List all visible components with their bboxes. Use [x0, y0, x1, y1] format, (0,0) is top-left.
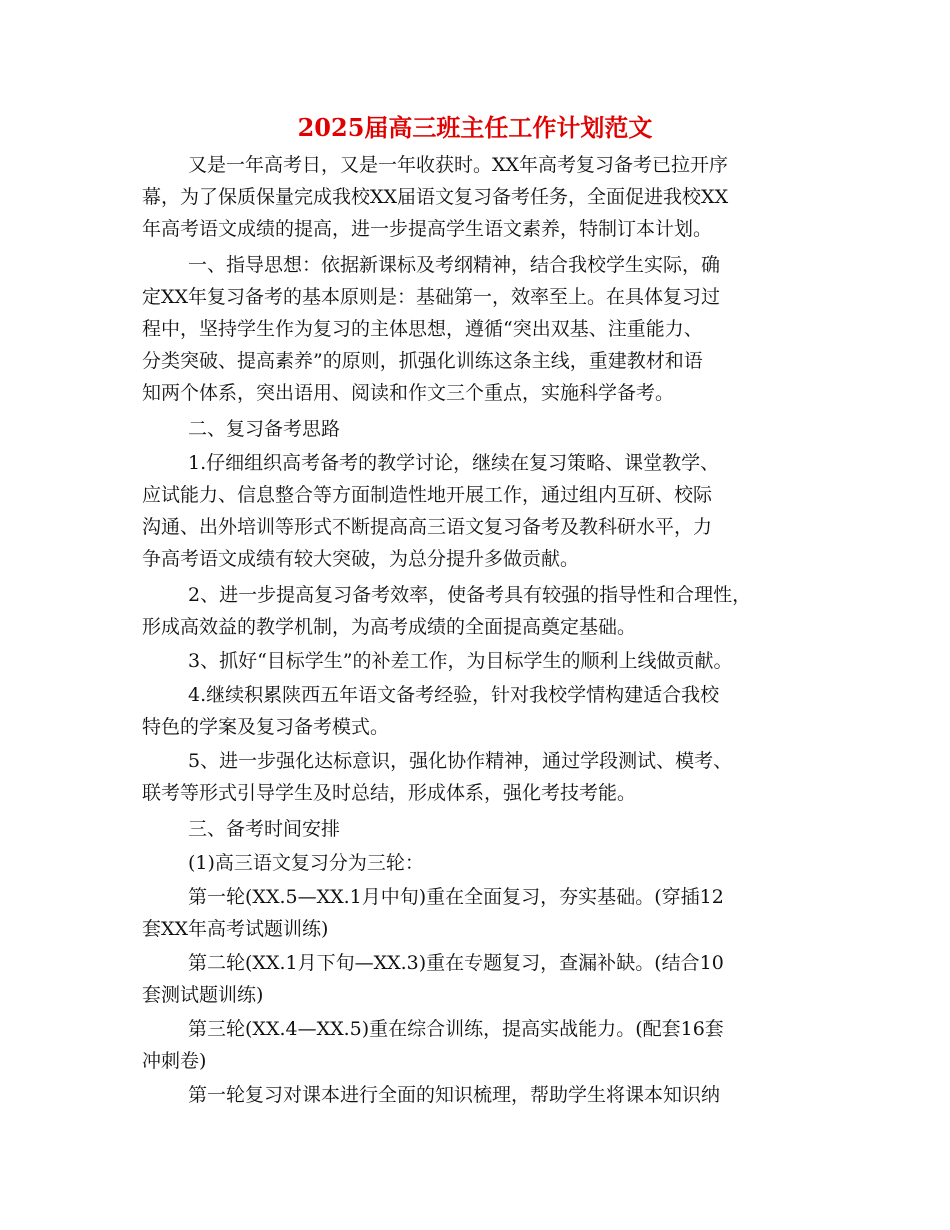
paragraph-line: 第一轮(XX.5—XX.1月中旬)重在全面复习，夯实基础。(穿插12 — [188, 886, 724, 908]
paragraph-line: 5、进一步强化达标意识，强化协作精神，通过学段测试、模考、 — [188, 750, 733, 772]
document-title: 2025届高三班主任工作计划范文 — [297, 113, 653, 142]
paragraph-line: 套XX年高考试题训练) — [142, 918, 329, 940]
paragraph-line: 分类突破、提高素养”的原则，抓强化训练这条主线，重建教材和语 — [142, 350, 703, 372]
paragraph-line: 第一轮复习对课本进行全面的知识梳理，帮助学生将课本知识纳 — [188, 1084, 721, 1106]
paragraph-line: 4.继续积累陕西五年语文备考经验，针对我校学情构建适合我校 — [188, 684, 720, 706]
paragraph-line: 定XX年复习备考的基本原则是：基础第一，效率至上。在具体复习过 — [142, 286, 721, 308]
paragraph-line: 第二轮(XX.1月下旬—XX.3)重在专题复习，查漏补缺。(结合10 — [188, 952, 724, 974]
paragraph-line: 特色的学案及复习备考模式。 — [142, 716, 390, 738]
paragraph-line: 联考等形式引导学生及时总结，形成体系，强化考技考能。 — [142, 782, 637, 804]
paragraph-line: 1.仔细组织高考备考的教学讨论，继续在复习策略、课堂教学、 — [188, 452, 720, 474]
paragraph-line: 形成高效益的教学机制，为高考成绩的全面提高奠定基础。 — [142, 616, 637, 638]
paragraph-line: 争高考语文成绩有较大突破，为总分提升多做贡献。 — [142, 548, 580, 570]
section-heading: 二、复习备考思路 — [188, 418, 341, 440]
paragraph-line: (1)高三语文复习分为三轮： — [188, 852, 424, 874]
paragraph-line: 知两个体系，突出语用、阅读和作文三个重点，实施科学备考。 — [142, 382, 675, 404]
paragraph-line: 冲刺卷) — [142, 1050, 207, 1072]
paragraph-line: 沟通、出外培训等形式不断提高高三语文复习备考及教科研水平，力 — [142, 516, 713, 538]
paragraph-line: 年高考语文成绩的提高，进一步提高学生语文素养，特制订本计划。 — [142, 218, 713, 240]
paragraph-line: 幕，为了保质保量完成我校XX届语文复习备考任务，全面促进我校XX — [142, 186, 729, 208]
paragraph-line: 第三轮(XX.4—XX.5)重在综合训练，提高实战能力。(配套16套 — [188, 1018, 724, 1040]
paragraph-line: 3、抓好“目标学生”的补差工作，为目标学生的顺利上线做贡献。 — [188, 650, 733, 672]
paragraph-line: 2、进一步提高复习备考效率，使备考具有较强的指导性和合理性， — [188, 584, 752, 606]
paragraph-line: 又是一年高考日，又是一年收获时。XX年高考复习备考已拉开序 — [188, 154, 729, 176]
paragraph-line: 套测试题训练) — [142, 984, 264, 1006]
paragraph-line: 应试能力、信息整合等方面制造性地开展工作，通过组内互研、校际 — [142, 484, 713, 506]
section-heading: 三、备考时间安排 — [188, 818, 341, 840]
paragraph-line: 一、指导思想：依据新课标及考纲精神，结合我校学生实际，确 — [188, 254, 721, 276]
paragraph-line: 程中，坚持学生作为复习的主体思想，遵循“突出双基、注重能力、 — [142, 318, 703, 340]
